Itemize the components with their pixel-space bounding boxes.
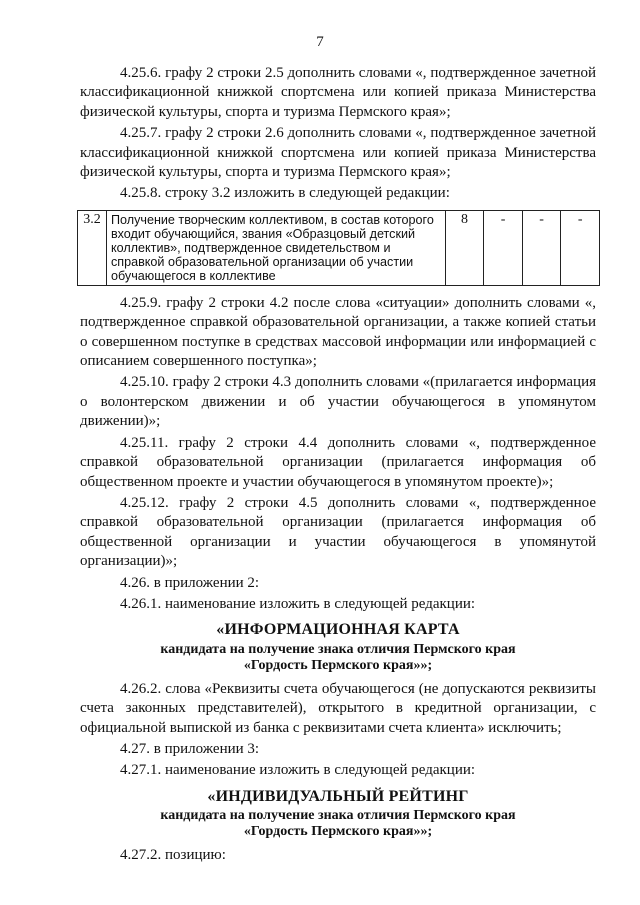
heading-information-card: «ИНФОРМАЦИОННАЯ КАРТА <box>216 621 460 639</box>
amendment-table <box>77 210 600 286</box>
page-number: 7 <box>316 34 324 50</box>
paragraph-4-25-9: 4.25.9. графу 2 строки 4.2 после слова «ситуации» дополнить словами «, подтвержденное справкой образовательной организации, а также копией статьи о совершенном поступке в средствах массовой информации или информацией с описанием совершенного поступка»; <box>80 294 596 370</box>
paragraph-4-26-1: 4.26.1. наименование изложить в следующей редакции: <box>120 595 476 612</box>
paragraph-4-26: 4.26. в приложении 2: <box>120 574 260 591</box>
paragraph-4-25-10: 4.25.10. графу 2 строки 4.3 дополнить словами «(прилагается информация о волонтерском движении и об участии обучающегося в упомянутом движении)»; <box>80 374 596 430</box>
paragraph-4-26-2: 4.26.2. слова «Реквизиты счета обучающегося (не допускаются реквизиты счета законных представителей), открытого в кредитной организации, с официальной выпиской из банка с реквизитами счета клиента» исключить; <box>80 680 596 736</box>
paragraph-4-25-8: 4.25.8. строку 3.2 изложить в следующей редакции: <box>120 185 450 202</box>
heading-individual-rating-subtitle <box>80 808 596 840</box>
paragraph-4-27-2: 4.27.2. позицию: <box>120 847 226 864</box>
subtitle-line: кандидата на получение знака отличия Пермского края <box>160 641 516 657</box>
paragraph-4-25-6: 4.25.6. графу 2 строки 2.5 дополнить словами «, подтвержденное зачетной классификационной книжкой спортсмена или копией приказа Министерства физической культуры, спорта и туризма Пермского края»; <box>80 65 596 120</box>
row-value-cell: - <box>561 210 600 285</box>
row-value-cell: - <box>484 210 523 285</box>
heading-information-card-subtitle <box>80 642 596 674</box>
paragraph-4-25-7: 4.25.7. графу 2 строки 2.6 дополнить словами «, подтвержденное зачетной классификационной книжкой спортсмена или копией приказа Министерства физической культуры, спорта и туризма Пермского края»; <box>80 125 596 181</box>
paragraph-4-27: 4.27. в приложении 3: <box>120 740 260 757</box>
subtitle-line: кандидата на получение знака отличия Пермского края <box>160 808 516 824</box>
paragraph-4-25-12: 4.25.12. графу 2 строки 4.5 дополнить словами «, подтвержденное справкой образовательной организации (прилагается информация об общественной организации и участии обучающегося в упомянутой организации)»; <box>80 494 596 570</box>
paragraph-4-27-1: 4.27.1. наименование изложить в следующей редакции: <box>120 762 476 779</box>
paragraph-4-25-11: 4.25.11. графу 2 строки 4.4 дополнить словами «, подтвержденное справкой образовательной организации (прилагается информация об общественном проекте и участии обучающегося в упомянутом проекте)»; <box>80 434 596 490</box>
row-value-cell: - <box>522 210 561 285</box>
row-number-cell: 3.2 <box>78 210 107 285</box>
subtitle-line: «Гордость Пермского края»»; <box>243 657 433 673</box>
row-value-cell: 8 <box>445 210 484 285</box>
table-row <box>78 210 600 285</box>
subtitle-line: «Гордость Пермского края»»; <box>243 824 433 840</box>
row-description-cell: Получение творческим коллективом, в состав которого входит обучающийся, звания «Образцовый детский коллектив», подтвержденное свидетельством и справкой образовательной организации об участии обучающегося в коллективе <box>106 210 445 285</box>
document-body <box>80 64 596 866</box>
heading-individual-rating: «ИНДИВИДУАЛЬНЫЙ РЕЙТИНГ <box>207 787 469 805</box>
